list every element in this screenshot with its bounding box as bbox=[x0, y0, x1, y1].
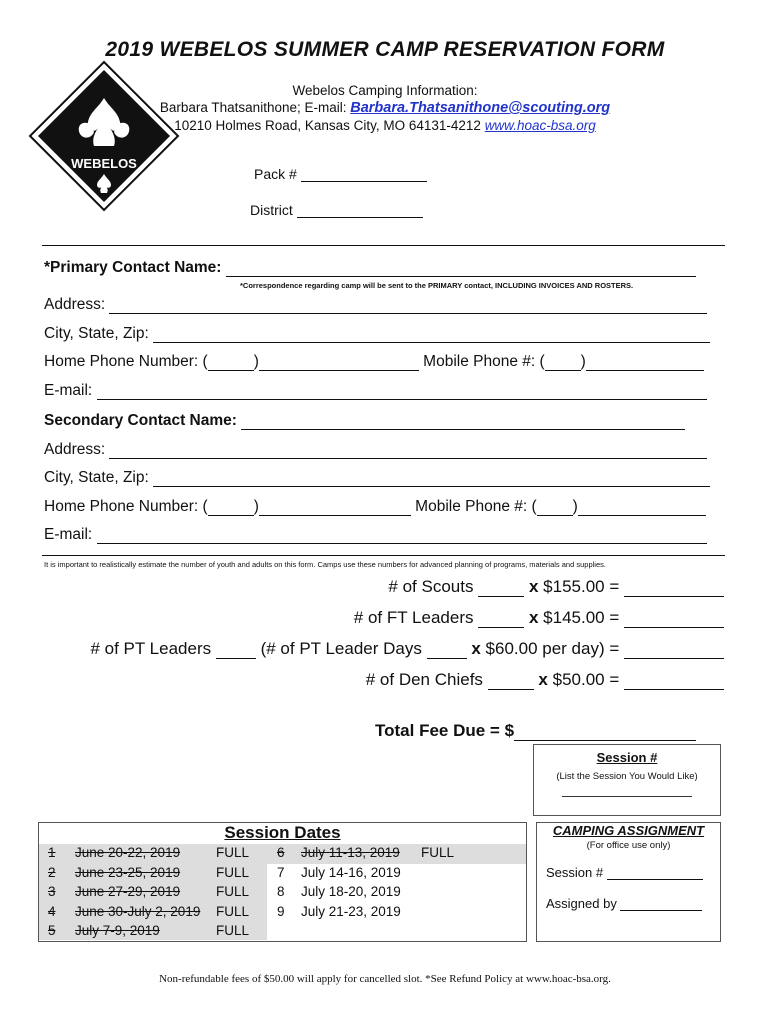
camping-assignment-title: CAMPING ASSIGNMENT bbox=[552, 823, 705, 838]
primary-home-phone-label: Home Phone Number: ( bbox=[44, 353, 208, 370]
assignment-assigned-label: Assigned by bbox=[546, 896, 617, 911]
session-request-box bbox=[533, 744, 721, 816]
camping-assignment-subtitle: (For office use only) bbox=[586, 840, 671, 851]
session-number: 9 bbox=[277, 903, 285, 919]
secondary-contact-input[interactable] bbox=[241, 413, 685, 430]
primary-phone-row: Home Phone Number: ( ) Mobile Phone #: ( ) bbox=[44, 353, 704, 371]
multiply-sign: x bbox=[471, 639, 481, 658]
session-number: 5 bbox=[48, 923, 56, 938]
primary-contact-input[interactable] bbox=[226, 260, 696, 277]
pt-leader-days-label: (# of PT Leader Days bbox=[260, 639, 422, 658]
primary-contact-row bbox=[44, 259, 696, 277]
primary-note: *Correspondence regarding camp will be sent to the PRIMARY contact, INCLUDING INVOICES AND ROSTERS. bbox=[240, 281, 634, 290]
secondary-mobile-area-input[interactable] bbox=[537, 499, 573, 516]
camp-address: 10210 Holmes Road, Kansas City, MO 64131-4212 bbox=[174, 118, 481, 133]
session-status: FULL bbox=[216, 903, 250, 919]
pt-leaders-fee-row bbox=[90, 639, 724, 659]
ft-leaders-label: # of FT Leaders bbox=[353, 608, 474, 627]
den-chiefs-count-input[interactable] bbox=[488, 673, 534, 690]
pack-label: Pack # bbox=[254, 166, 297, 182]
scouts-count-input[interactable] bbox=[478, 580, 524, 597]
session-date: July 21-23, 2019 bbox=[301, 903, 401, 919]
session-date: July 14-16, 2019 bbox=[301, 864, 401, 880]
refund-policy-footer: Non-refundable fees of $50.00 will apply for cancelled slot. *See Refund Policy at www.hoac-bsa.org. bbox=[159, 973, 611, 985]
session-date: June 30-July 2, 2019 bbox=[75, 903, 201, 919]
session-dates-title: Session Dates bbox=[224, 823, 341, 842]
pack-field bbox=[254, 166, 427, 182]
assignment-session-input[interactable] bbox=[607, 866, 703, 880]
session-date: July 7-9, 2019 bbox=[75, 923, 160, 938]
secondary-address-row bbox=[44, 441, 707, 459]
total-fee-input[interactable] bbox=[514, 723, 696, 741]
session-status: FULL bbox=[421, 845, 455, 860]
secondary-address-input[interactable] bbox=[109, 442, 707, 459]
primary-home-area-input[interactable] bbox=[208, 354, 254, 371]
secondary-home-area-input[interactable] bbox=[208, 499, 254, 516]
session-number: 3 bbox=[48, 884, 56, 899]
ft-leaders-fee-row bbox=[354, 608, 724, 628]
session-status: FULL bbox=[216, 845, 250, 860]
primary-address-label: Address: bbox=[44, 296, 106, 313]
camping-assignment-box bbox=[536, 822, 721, 942]
den-chiefs-label: # of Den Chiefs bbox=[365, 670, 483, 689]
secondary-home-phone-label: Home Phone Number: ( bbox=[44, 498, 208, 515]
district-field bbox=[250, 202, 423, 218]
secondary-home-phone-input[interactable] bbox=[259, 499, 411, 516]
pt-leader-days-input[interactable] bbox=[427, 642, 467, 659]
primary-mobile-phone-input[interactable] bbox=[586, 354, 704, 371]
divider bbox=[42, 555, 725, 556]
secondary-email-input[interactable] bbox=[97, 527, 707, 544]
pack-input[interactable] bbox=[301, 167, 427, 182]
total-fee-label: Total Fee Due = $ bbox=[375, 721, 515, 740]
primary-email-input[interactable] bbox=[97, 383, 707, 400]
session-number: 2 bbox=[48, 864, 56, 880]
primary-city-label: City, State, Zip: bbox=[44, 325, 149, 342]
assignment-session-label: Session # bbox=[546, 865, 604, 880]
ft-leaders-total-input[interactable] bbox=[624, 611, 724, 628]
session-dates-box bbox=[38, 822, 527, 942]
assignment-session-row bbox=[546, 865, 720, 880]
session-status: FULL bbox=[216, 884, 250, 899]
session-date: July 11-13, 2019 bbox=[301, 845, 400, 860]
den-chiefs-price: $50.00 = bbox=[552, 670, 620, 689]
multiply-sign: x bbox=[538, 670, 548, 689]
session-number: 4 bbox=[48, 903, 56, 919]
session-number: 7 bbox=[277, 864, 285, 880]
scouts-price: $155.00 = bbox=[543, 577, 620, 596]
form-title: 2019 WEBELOS SUMMER CAMP RESERVATION FORM bbox=[105, 38, 665, 61]
primary-address-input[interactable] bbox=[109, 297, 707, 314]
assignment-assigned-input[interactable] bbox=[620, 897, 702, 911]
session-date: June 27-29, 2019 bbox=[75, 884, 181, 899]
session-request-input[interactable] bbox=[562, 796, 692, 797]
scouts-fee-row bbox=[388, 577, 724, 597]
secondary-contact-row bbox=[44, 412, 685, 430]
session-status: FULL bbox=[216, 923, 250, 938]
session-request-title: Session # bbox=[596, 750, 658, 765]
primary-city-input[interactable] bbox=[153, 326, 710, 343]
district-input[interactable] bbox=[297, 203, 423, 218]
assignment-assigned-row bbox=[546, 896, 720, 911]
secondary-mobile-phone-label: Mobile Phone #: ( bbox=[415, 498, 537, 515]
multiply-sign: x bbox=[528, 577, 539, 596]
secondary-city-row bbox=[44, 469, 710, 487]
session-status: FULL bbox=[216, 864, 250, 880]
total-fee-row bbox=[375, 721, 696, 741]
session-number: 6 bbox=[277, 845, 285, 860]
primary-home-phone-input[interactable] bbox=[259, 354, 419, 371]
secondary-phone-row: Home Phone Number: ( ) Mobile Phone #: ( ) bbox=[44, 498, 706, 516]
secondary-email-label: E-mail: bbox=[44, 526, 93, 543]
session-date: June 23-25, 2019 bbox=[75, 864, 181, 880]
district-label: District bbox=[250, 202, 293, 218]
info-heading: Webelos Camping Information: bbox=[292, 83, 478, 98]
pt-leaders-label: # of PT Leaders bbox=[90, 639, 212, 658]
session-request-subtitle: (List the Session You Would Like) bbox=[556, 771, 698, 782]
primary-mobile-phone-label: Mobile Phone #: ( bbox=[423, 353, 545, 370]
logo-text: WEBELOS bbox=[71, 156, 137, 171]
multiply-sign: x bbox=[528, 608, 539, 627]
pt-leaders-total-input[interactable] bbox=[624, 642, 724, 659]
secondary-contact-label: Secondary Contact Name: bbox=[44, 412, 237, 429]
primary-address-row bbox=[44, 296, 707, 314]
contact-email-link[interactable]: Barbara.Thatsanithone@scouting.org bbox=[350, 100, 611, 116]
session-number: 1 bbox=[48, 845, 56, 860]
session-number: 8 bbox=[277, 884, 285, 899]
primary-email-label: E-mail: bbox=[44, 382, 93, 399]
primary-email-row bbox=[44, 382, 707, 400]
ft-leaders-price: $145.00 = bbox=[543, 608, 620, 627]
contact-prefix: Barbara Thatsanithone; E-mail: bbox=[159, 100, 347, 115]
ft-leaders-count-input[interactable] bbox=[478, 611, 524, 628]
den-chiefs-fee-row bbox=[366, 670, 724, 690]
website-link[interactable]: www.hoac-bsa.org bbox=[484, 118, 596, 133]
primary-contact-label: *Primary Contact Name: bbox=[44, 259, 222, 276]
primary-city-row bbox=[44, 325, 710, 343]
primary-mobile-area-input[interactable] bbox=[545, 354, 581, 371]
scouts-label: # of Scouts bbox=[388, 577, 474, 596]
session-date: June 20-22, 2019 bbox=[75, 845, 181, 860]
secondary-city-input[interactable] bbox=[153, 470, 710, 487]
scouts-total-input[interactable] bbox=[624, 580, 724, 597]
secondary-email-row bbox=[44, 526, 707, 544]
estimate-note: It is important to realistically estimate the number of youth and adults on this form. Camps use these numbers for advanced planning of programs, materials and supplies. bbox=[44, 560, 606, 569]
camp-info bbox=[0, 82, 770, 134]
den-chiefs-total-input[interactable] bbox=[624, 673, 724, 690]
session-date: July 18-20, 2019 bbox=[301, 884, 401, 899]
secondary-mobile-phone-input[interactable] bbox=[578, 499, 706, 516]
pt-leaders-price: $60.00 per day) = bbox=[485, 639, 620, 658]
secondary-address-label: Address: bbox=[44, 441, 106, 458]
secondary-city-label: City, State, Zip: bbox=[44, 469, 149, 486]
pt-leaders-count-input[interactable] bbox=[216, 642, 256, 659]
divider bbox=[42, 245, 725, 246]
